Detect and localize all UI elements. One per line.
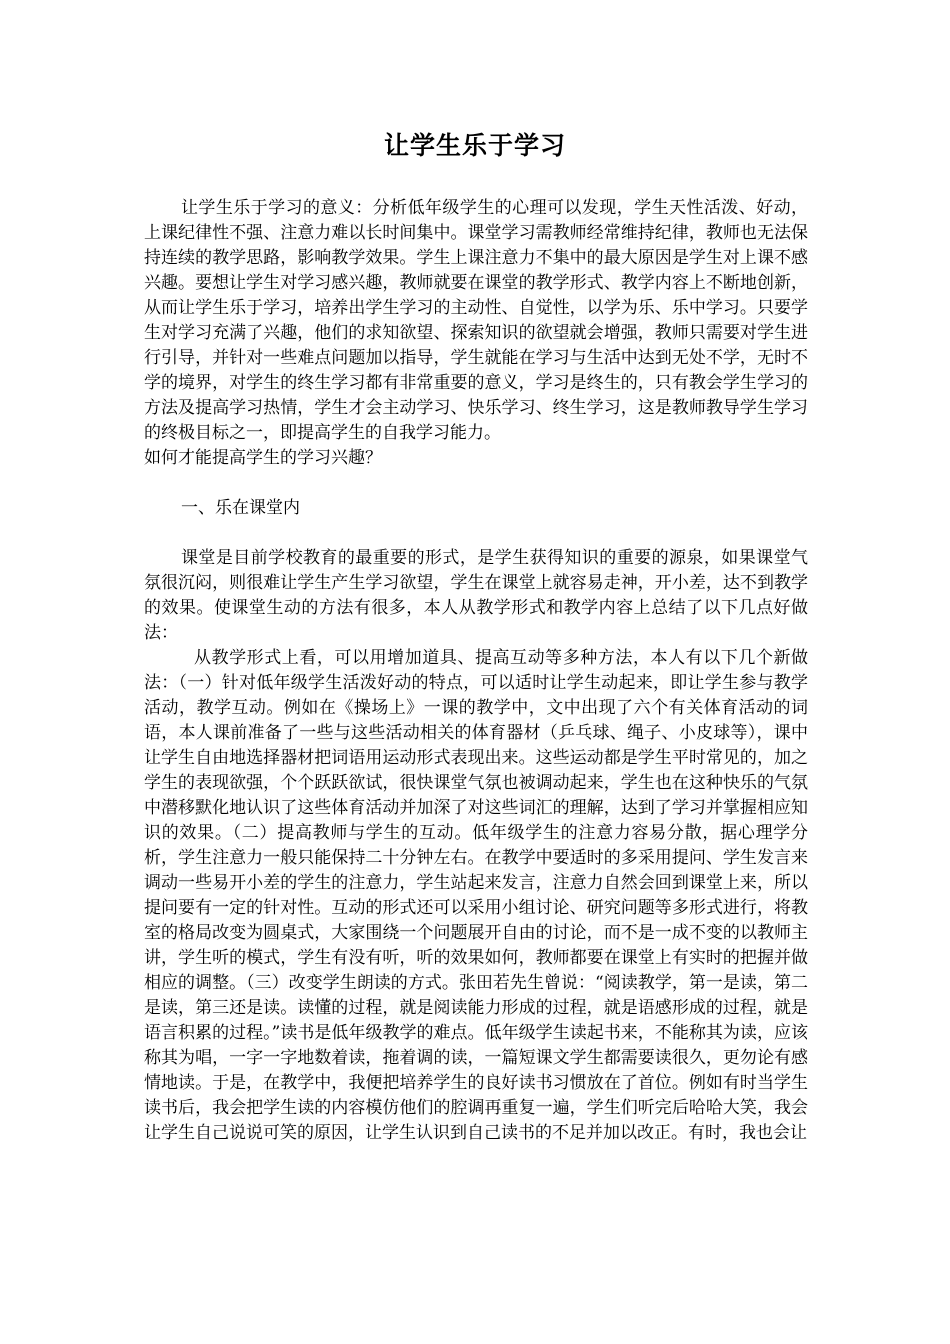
teaching-form-paragraph: 从教学形式上看，可以用增加道具、提高互动等多种方法，本人有以下几个新做法：（一）针对低年级学生活泼好动的特点，可以适时让学生动起来，即让学生参与教学活动，教学互动。例如在《操场上》一课的教学中，文中出现了六个有关体育活动的词语，本人课前准备了一些与这些活动相关的体育器材（乒乓球、绳子、小皮球等），课中让学生自由地选择器材把词语用运动形式表现出来。这些运动都是学生平时常见的，加之学生的表现欲强，个个跃跃欲试，很快课堂气氛也被调动起来，学生也在这种快乐的气氛中潜移默化地认识了这些体育活动并加深了对这些词汇的理解，达到了学习并掌握相应知识的效果。（二）提高教师与学生的互动。低年级学生的注意力容易分散，据心理学分析，学生注意力一般只能保持二十分钟左右。在教学中要适时的多采用提问、学生发言来调动一些易开小差的学生的注意力，学生站起来发言，注意力自然会回到课堂上来，所以提问要有一定的针对性。互动的形式还可以采用小组讨论、研究问题等多形式进行，将教室的格局改变为圆桌式，大家围绕一个问题展开自由的讨论，而不是一成不变的以教师主讲，学生听的模式，学生有没有听，听的效果如何，教师都要在课堂上有实时的把握并做相应的调整。（三）改变学生朗读的方式。张田若先生曾说：“阅读教学，第一是读，第二是读，第三还是读。读懂的过程，就是阅读能力形成的过程，就是语感形成的过程，就是语言积累的过程。”读书是低年级教学的难点。低年级学生读起书来，不能称其为读，应该称其为唱，一字一字地数着读，拖着调的读，一篇短课文学生都需要读很久，更勿论有感情地读。于是，在教学中，我便把培养学生的良好读书习惯放在了首位。例如有时当学生读书后，我会把学生读的内容模仿他们的腔调再重复一遍，学生们听完后哈哈大笑，我会让学生自己说说可笑的原因，让学生认识到自己读书的不足并加以改正。有时，我也会让 (144, 648, 808, 1143)
page-title: 让学生乐于学习 (383, 131, 566, 160)
classroom-paragraph: 课堂是目前学校教育的最重要的形式，是学生获得知识的重要的源泉，如果课堂气氛很沉闷，则很难让学生产生学习欲望，学生在课堂上就容易走神，开小差，达不到教学的效果。使课堂生动的方法有很多，本人从教学形式和教学内容上总结了以下几点好做法： (144, 548, 808, 643)
document-body (144, 196, 808, 1146)
question-paragraph: 如何才能提高学生的学习兴趣？ (144, 448, 382, 468)
intro-paragraph: 让学生乐于学习的意义：分析低年级学生的心理可以发现，学生天性活泼、好动，上课纪律性不强、注意力难以长时间集中。课堂学习需教师经常维持纪律，教师也无法保持连续的教学思路，影响教学效果。学生上课注意力不集中的最大原因是学生对上课不感兴趣。要想让学生对学习感兴趣，教师就要在课堂的教学形式、教学内容上不断地创新，从而让学生乐于学习，培养出学生学习的主动性、自觉性，以学为乐、乐中学习。只要学生对学习充满了兴趣，他们的求知欲望、探索知识的欲望就会增强，教师只需要对学生进行引导，并针对一些难点问题加以指导，学生就能在学习与生活中达到无处不学，无时不学的境界，对学生的终生学习都有非常重要的意义，学习是终生的，只有教会学生学习的方法及提高学习热情，学生才会主动学习、快乐学习、终生学习，这是教师教导学生学习的终极目标之一，即提高学生的自我学习能力。 (144, 198, 808, 443)
section-heading: 一、乐在课堂内 (181, 498, 300, 518)
